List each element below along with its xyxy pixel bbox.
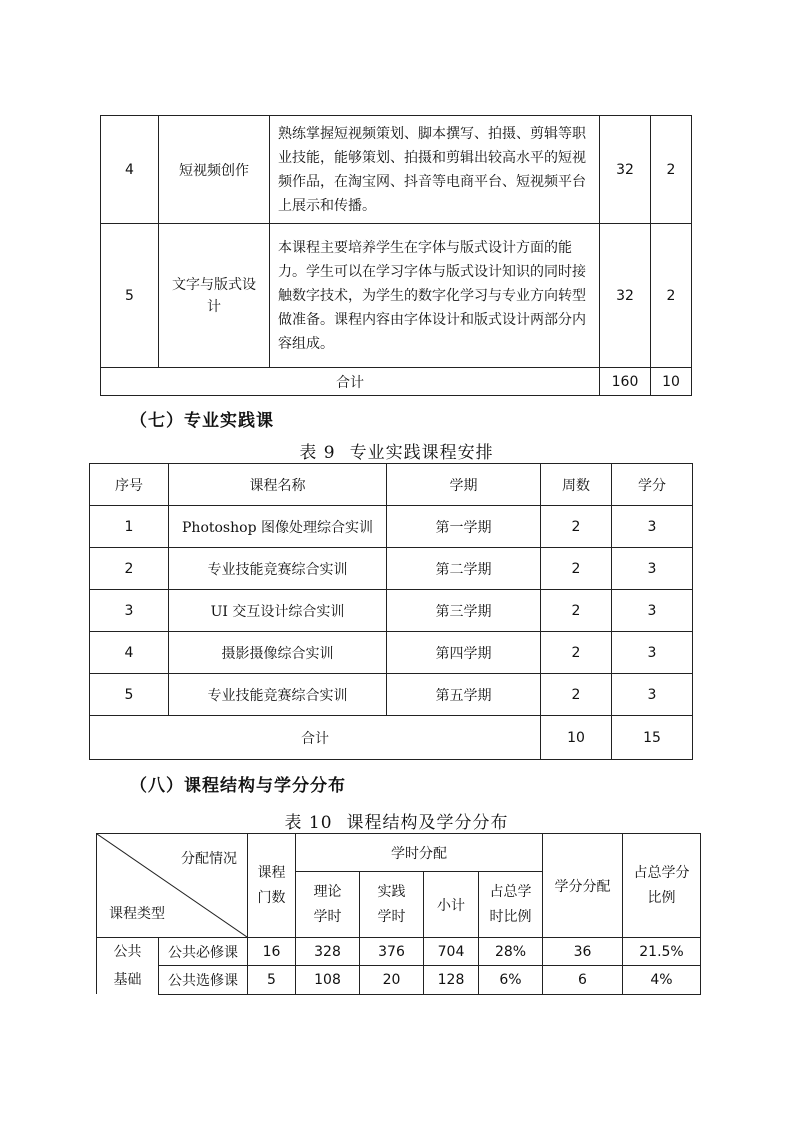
header-credit-alloc: 学分分配 — [543, 834, 623, 938]
course-credits: 3 — [612, 590, 693, 632]
credit-ratio: 4% — [623, 966, 701, 994]
table-row — [101, 116, 692, 224]
course-credits: 2 — [651, 224, 692, 368]
course-credits: 3 — [612, 548, 693, 590]
header-weeks: 周数 — [541, 464, 612, 506]
theory-hours: 108 — [296, 966, 360, 994]
table-row — [90, 548, 693, 590]
row-number: 3 — [90, 590, 169, 632]
header-credit-ratio — [623, 834, 701, 938]
course-credits: 3 — [612, 632, 693, 674]
total-credits: 15 — [612, 716, 693, 760]
row-number: 5 — [101, 224, 159, 368]
practice-hours: 376 — [360, 938, 424, 966]
row-number: 1 — [90, 506, 169, 548]
group-line: 公共 — [113, 944, 142, 960]
header-course-count — [248, 834, 296, 938]
total-hours: 160 — [600, 368, 651, 396]
course-weeks: 2 — [541, 632, 612, 674]
header-line: 实践 — [377, 883, 406, 900]
course-credits: 2 — [651, 116, 692, 224]
course-name: Photoshop 图像处理综合实训 — [169, 506, 387, 548]
header-hours-group: 学时分配 — [296, 834, 543, 872]
course-name: UI 交互设计综合实训 — [169, 590, 387, 632]
subtotal-hours: 128 — [424, 966, 479, 994]
table-row — [101, 224, 692, 368]
practice-course-table — [89, 463, 693, 760]
table-row — [90, 632, 693, 674]
header-subtotal: 小计 — [424, 872, 479, 938]
course-count: 16 — [248, 938, 296, 966]
credit-ratio: 21.5% — [623, 938, 701, 966]
caption-number: 表 9 — [299, 443, 336, 463]
header-line: 学时 — [377, 908, 406, 925]
course-count: 5 — [248, 966, 296, 994]
header-line: 比例 — [647, 889, 676, 906]
course-weeks: 2 — [541, 548, 612, 590]
header-hours-ratio — [479, 872, 543, 938]
table-row — [90, 590, 693, 632]
header-no: 序号 — [90, 464, 169, 506]
practice-hours: 20 — [360, 966, 424, 994]
caption-title: 专业实践课程安排 — [349, 443, 494, 463]
diag-header-top: 分配情况 — [181, 851, 237, 867]
total-label: 合计 — [90, 716, 541, 760]
course-weeks: 2 — [541, 674, 612, 716]
total-row — [101, 368, 692, 396]
table-row — [90, 674, 693, 716]
course-hours: 32 — [600, 116, 651, 224]
course-description: 熟练掌握短视频策划、脚本撰写、拍摄、剪辑等职业技能，能够策划、拍摄和剪辑出较高水平的短视频作品，在淘宝网、抖音等电商平台、短视频平台上展示和传播。 — [270, 116, 600, 224]
course-weeks: 2 — [541, 590, 612, 632]
total-label: 合计 — [101, 368, 600, 396]
table-row — [97, 966, 701, 994]
course-description: 本课程主要培养学生在字体与版式设计方面的能力。学生可以在学习字体与版式设计知识的同时接触数字技术，为学生的数字化学习与专业方向转型做准备。课程内容由字体设计和版式设计两部分内容组成。 — [270, 224, 600, 368]
header-line: 时比例 — [489, 908, 532, 925]
header-theory — [296, 872, 360, 938]
group-line: 基础 — [113, 972, 142, 988]
header-line: 课程 — [257, 864, 286, 881]
row-number: 2 — [90, 548, 169, 590]
course-type: 公共必修课 — [159, 938, 248, 966]
course-term: 第一学期 — [387, 506, 541, 548]
course-term: 第二学期 — [387, 548, 541, 590]
theory-hours: 328 — [296, 938, 360, 966]
course-weeks: 2 — [541, 506, 612, 548]
header-line: 占总学分 — [633, 864, 690, 881]
subtotal-hours: 704 — [424, 938, 479, 966]
course-term: 第三学期 — [387, 590, 541, 632]
header-practice — [360, 872, 424, 938]
total-row — [90, 716, 693, 760]
table-caption — [0, 438, 793, 463]
diag-header-bottom: 课程类型 — [109, 906, 165, 922]
course-credits: 3 — [612, 506, 693, 548]
credit-alloc: 36 — [543, 938, 623, 966]
course-type: 公共选修课 — [159, 966, 248, 994]
header-line: 学时 — [313, 908, 342, 925]
row-number: 5 — [90, 674, 169, 716]
header-credits: 学分 — [612, 464, 693, 506]
course-name: 摄影摄像综合实训 — [169, 632, 387, 674]
total-weeks: 10 — [541, 716, 612, 760]
row-number: 4 — [90, 632, 169, 674]
course-credits: 3 — [612, 674, 693, 716]
header-line: 理论 — [313, 883, 342, 900]
table-header-row — [97, 834, 701, 872]
course-term: 第五学期 — [387, 674, 541, 716]
header-line: 门数 — [257, 889, 286, 906]
course-term: 第四学期 — [387, 632, 541, 674]
row-number: 4 — [101, 116, 159, 224]
table-row — [90, 506, 693, 548]
header-course-name: 课程名称 — [169, 464, 387, 506]
table-caption — [0, 808, 793, 833]
table-header-row — [90, 464, 693, 506]
total-credits: 10 — [651, 368, 692, 396]
hours-ratio: 28% — [479, 938, 543, 966]
caption-title: 课程结构及学分分布 — [346, 813, 509, 833]
section-heading: （八）课程结构与学分分布 — [130, 776, 346, 796]
hours-ratio: 6% — [479, 966, 543, 994]
diagonal-header-cell — [97, 834, 248, 938]
course-hours: 32 — [600, 224, 651, 368]
header-term: 学期 — [387, 464, 541, 506]
course-name: 短视频创作 — [159, 116, 270, 224]
course-table-continued — [100, 115, 692, 396]
course-name: 专业技能竞赛综合实训 — [169, 548, 387, 590]
section-heading: （七）专业实践课 — [130, 411, 274, 431]
course-name: 专业技能竞赛综合实训 — [169, 674, 387, 716]
category-group — [97, 938, 159, 995]
caption-number: 表 10 — [284, 813, 333, 833]
table-row — [97, 938, 701, 966]
course-structure-table — [96, 833, 701, 995]
credit-alloc: 6 — [543, 966, 623, 994]
header-line: 占总学 — [489, 883, 532, 900]
course-name: 文字与版式设计 — [159, 224, 270, 368]
